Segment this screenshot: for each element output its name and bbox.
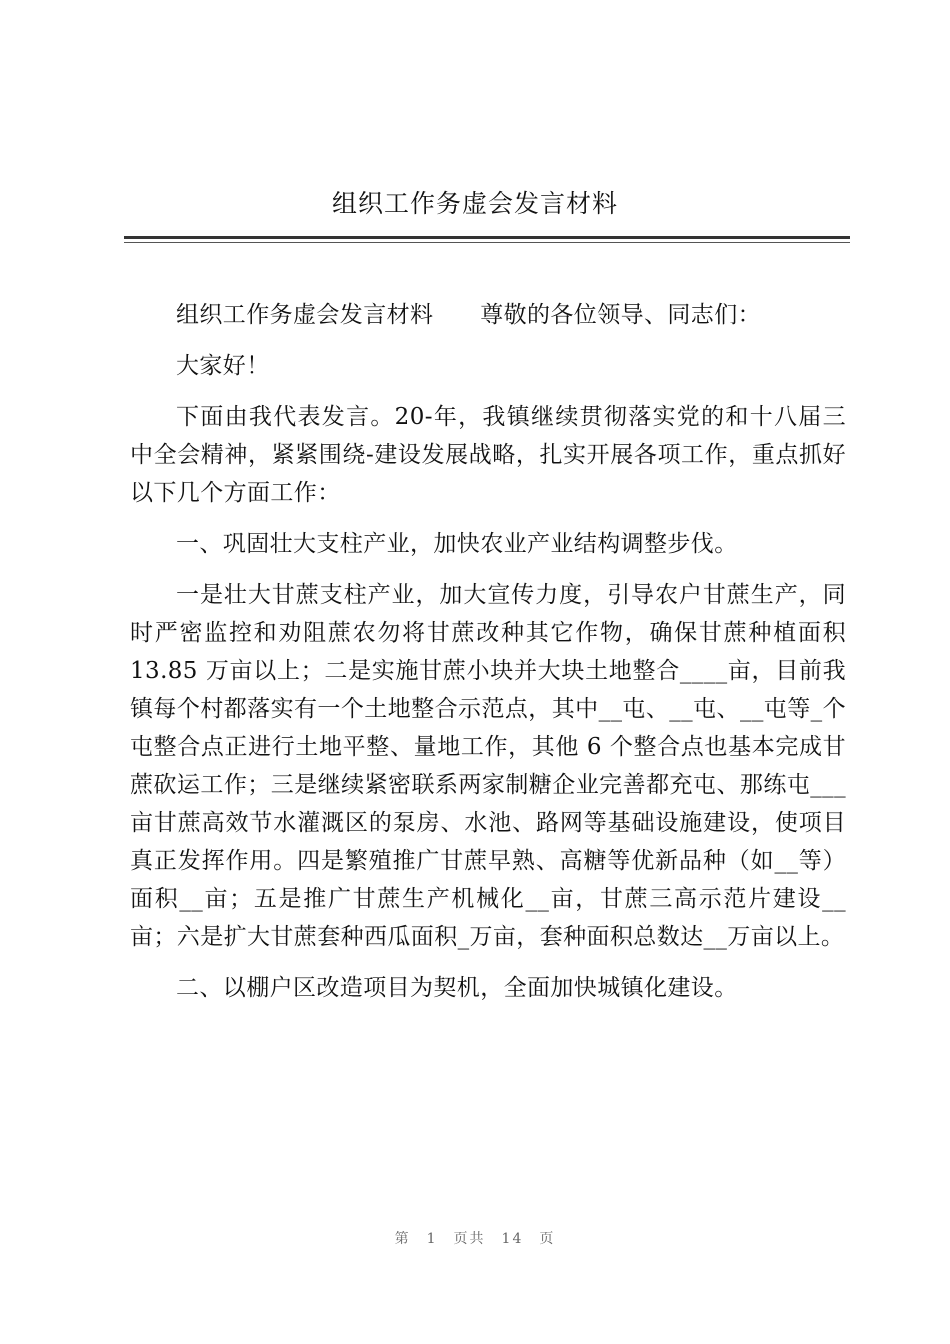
- section-heading-2: 二、以棚户区改造项目为契机，全面加快城镇化建设。: [176, 975, 738, 1001]
- page-title: 组织工作务虚会发言材料: [331, 189, 618, 218]
- section-heading-1: 一、巩固壮大支柱产业，加快农业产业结构调整步伐。: [176, 531, 738, 557]
- title-underline: [124, 236, 850, 239]
- title-underline-thin: [124, 242, 850, 243]
- salutation-paragraph: 组织工作务虚会发言材料 尊敬的各位领导、同志们：: [176, 302, 761, 328]
- section-1-body-paragraph: 一是壮大甘蔗支柱产业，加大宣传力度，引导农户甘蔗生产，同时严密监控和劝阻蔗农勿将甘蔗改种其它作物，确保甘蔗种植面积 13.85 万亩以上；二是实施甘蔗小块并大块土地整合____亩，目前我镇每个村都落实有一个土地整合示范点，其中__屯、__屯、__屯等_个屯整合点正进行土地平整、量地工作，其他 6 个整合点也基本完成甘蔗砍运工作；三是继续紧密联系两家制糖企业完善都充屯、那练屯___亩甘蔗高效节水灌溉区的泵房、水池、路网等基础设施建设，使项目真正发挥作用。四是繁殖推广甘蔗早熟、高糖等优新品种（如__等）面积__亩；五是推广甘蔗生产机械化__亩，甘蔗三高示范片建设__亩；六是扩大甘蔗套种西瓜面积_万亩，套种面积总数达__万亩以上。: [130, 582, 846, 950]
- greeting-paragraph: 大家好！: [176, 353, 270, 379]
- page-number-footer: 第 1 页共 14 页: [394, 1231, 556, 1247]
- document-body: [130, 296, 846, 1020]
- intro-paragraph: 下面由我代表发言。20-年，我镇继续贯彻落实党的和十八届三中全会精神，紧紧围绕-建设发展战略，扎实开展各项工作，重点抓好以下几个方面工作：: [130, 404, 846, 506]
